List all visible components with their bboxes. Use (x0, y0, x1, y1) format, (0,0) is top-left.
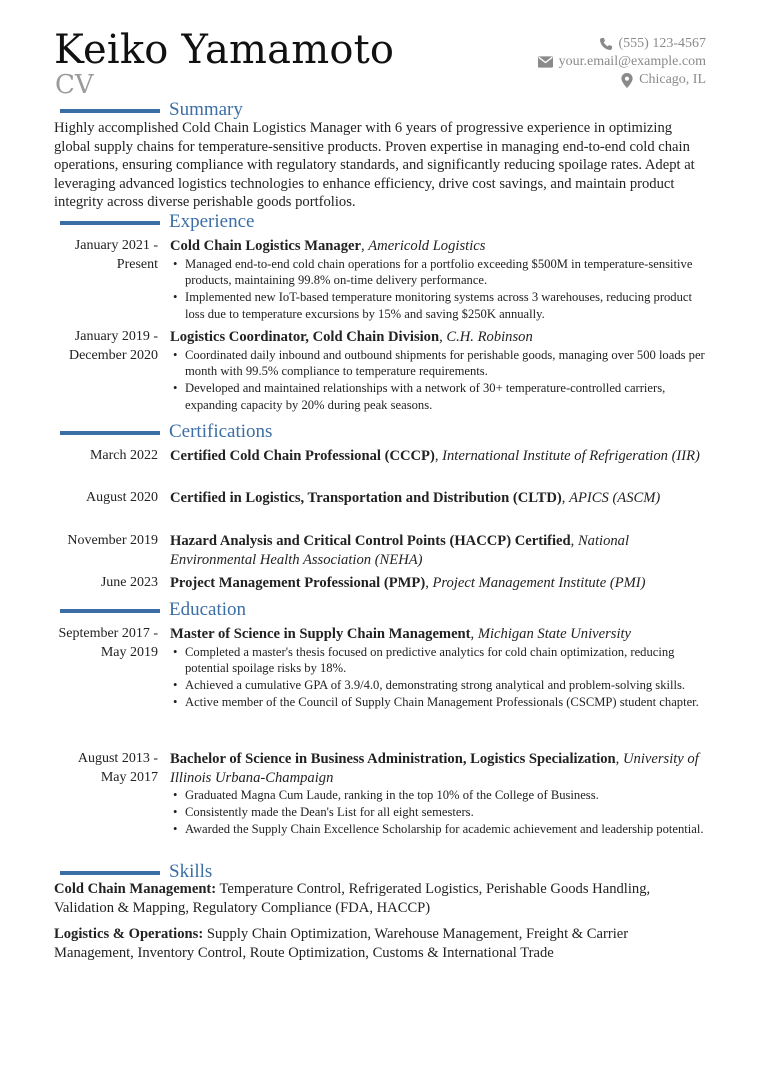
certification-name: Certified Cold Chain Professional (CCCP) (170, 448, 435, 464)
entry-body (170, 447, 706, 466)
skill-group-text: Temperature Control, Refrigerated Logistics, Perishable Goods Handling, Validation & Mapping, Regulatory Compliance (FDA, HACCP) (54, 881, 651, 916)
location-text: Chicago, IL (639, 72, 706, 87)
issuer: National Environmental Health Association (NEHA) (170, 533, 630, 568)
degree: Master of Science in Supply Chain Management (170, 626, 471, 642)
entry-body (170, 328, 706, 414)
issuer: APICS (ASCM) (569, 490, 661, 506)
entry-body (170, 574, 706, 593)
list-item: • Completed a master's thesis focused on predictive analytics for cold chain optimization, reducing potential spoilage risks by 18%. (170, 644, 706, 678)
map-pin-icon (621, 73, 633, 88)
entry-title (170, 447, 706, 466)
section-accent-bar (60, 431, 160, 435)
bullet-list (170, 787, 706, 837)
list-item: • Awarded the Supply Chain Excellence Scholarship for academic achievement and leadership potential. (170, 821, 706, 838)
entry-title (170, 574, 706, 593)
list-item: • Coordinated daily inbound and outbound shipments for perishable goods, managing over 500 loads per month with 99.5% compliance to temperature requirements. (170, 347, 706, 381)
separator: , (570, 533, 578, 549)
employer: C.H. Robinson (446, 329, 533, 345)
section-accent-bar (60, 871, 160, 875)
entry-title (170, 237, 706, 256)
experience-section (54, 210, 706, 236)
section-header (54, 598, 706, 624)
bullet-list (170, 256, 706, 323)
contact-email[interactable] (538, 53, 706, 71)
skill-group (54, 880, 706, 918)
entry-date: January 2019 - December 2020 (68, 329, 158, 363)
education-section (54, 598, 706, 624)
skill-group-label: Cold Chain Management: (54, 881, 217, 897)
entry-date: November 2019 (67, 533, 158, 548)
candidate-name: Keiko Yamamoto (54, 27, 395, 73)
separator: , (561, 490, 570, 506)
separator: , (615, 751, 620, 767)
email-address: your.email@example.com (558, 54, 706, 69)
entry-body (170, 750, 706, 837)
list-item: • Active member of the Council of Supply Chain Management Professionals (CSCMP) student chapter. (170, 694, 706, 711)
list-item: • Managed end-to-end cold chain operations for a portfolio exceeding $500M in temperature-sensitive products, maintaining 99.8% on-time delivery performance. (170, 256, 706, 290)
entry-date: January 2021 - Present (74, 238, 158, 272)
list-item: • Achieved a cumulative GPA of 3.9/4.0, demonstrating strong analytical and problem-solving skills. (170, 677, 706, 694)
degree: Bachelor of Science in Business Administration, Logistics Specialization (170, 751, 616, 767)
entry-body (170, 489, 706, 508)
certifications-heading: Certifications (169, 421, 273, 442)
job-title: Cold Chain Logistics Manager (170, 238, 361, 254)
contact-location (621, 71, 706, 89)
section-header (54, 420, 706, 446)
issuer: International Institute of Refrigeration (IIR) (442, 448, 700, 464)
entry-body (170, 237, 706, 323)
list-item: • Implemented new IoT-based temperature monitoring systems across 3 warehouses, reducing product loss due to temperature excursions by 15% and saving $250K annually. (170, 289, 706, 323)
summary-text: Highly accomplished Cold Chain Logistics Manager with 6 years of progressive experience in optimizing global supply chains for temperature-sensitive products. Proven expertise in managing end-to-end cold chain operations, ensuring compliance with regulatory standards, and significantly reducing spoilage rates. Adept at leveraging advanced logistics technologies to enhance efficiency, drive cost savings, and maintain product integrity across diverse perishable goods portfolios. (54, 120, 695, 211)
entry-date: August 2020 (86, 490, 158, 505)
entry-title (170, 625, 706, 644)
list-item: • Graduated Magna Cum Laude, ranking in the top 10% of the College of Business. (170, 787, 706, 804)
separator: , (470, 626, 478, 642)
separator: , (434, 448, 443, 464)
bullet-list (170, 644, 706, 711)
entry-date: June 2023 (100, 575, 158, 590)
document-subtitle: CV (55, 70, 94, 100)
institution: University of Illinois Urbana-Champaign (170, 751, 699, 786)
section-accent-bar (60, 109, 160, 113)
entry-title (170, 532, 706, 569)
entry-date: August 2013 - May 2017 (77, 751, 158, 785)
job-title: Logistics Coordinator, Cold Chain Division (170, 329, 440, 345)
separator: , (425, 575, 433, 591)
phone-icon (599, 37, 613, 51)
skills-heading: Skills (169, 861, 213, 882)
bullet-list (170, 347, 706, 414)
envelope-icon (538, 56, 553, 68)
employer: Americold Logistics (368, 238, 486, 254)
skill-group (54, 925, 706, 963)
issuer: Project Management Institute (PMI) (432, 575, 646, 591)
certifications-section (54, 420, 706, 446)
entry-body (170, 532, 706, 569)
entry-title (170, 489, 706, 508)
entry-title (170, 328, 706, 347)
summary-heading: Summary (169, 99, 243, 120)
entry-date: September 2017 - May 2019 (58, 626, 158, 660)
entry-body (170, 625, 706, 711)
certification-name: Project Management Professional (PMP) (170, 575, 426, 591)
entry-date: March 2022 (89, 448, 158, 463)
contact-phone (599, 35, 707, 53)
certification-name: Certified in Logistics, Transportation and Distribution (CLTD) (170, 490, 562, 506)
skill-group-text: Supply Chain Optimization, Warehouse Management, Freight & Carrier Management, Inventory Control, Route Optimization, Customs & International Trade (54, 926, 629, 961)
phone-number: (555) 123-4567 (618, 36, 706, 51)
skill-group-label: Logistics & Operations: (54, 926, 204, 942)
institution: Michigan State University (477, 626, 632, 642)
experience-heading: Experience (169, 211, 255, 232)
section-accent-bar (60, 609, 160, 613)
separator: , (439, 329, 447, 345)
education-heading: Education (169, 599, 247, 620)
section-accent-bar (60, 221, 160, 225)
section-header (54, 210, 706, 236)
entry-title (170, 750, 706, 787)
separator: , (360, 238, 369, 254)
certification-name: Hazard Analysis and Critical Control Points (HACCP) Certified (170, 533, 571, 549)
list-item: • Developed and maintained relationships with a network of 30+ temperature-controlled carriers, expanding capacity by 20% during peak seasons. (170, 380, 706, 414)
list-item: • Consistently made the Dean's List for all eight semesters. (170, 804, 706, 821)
